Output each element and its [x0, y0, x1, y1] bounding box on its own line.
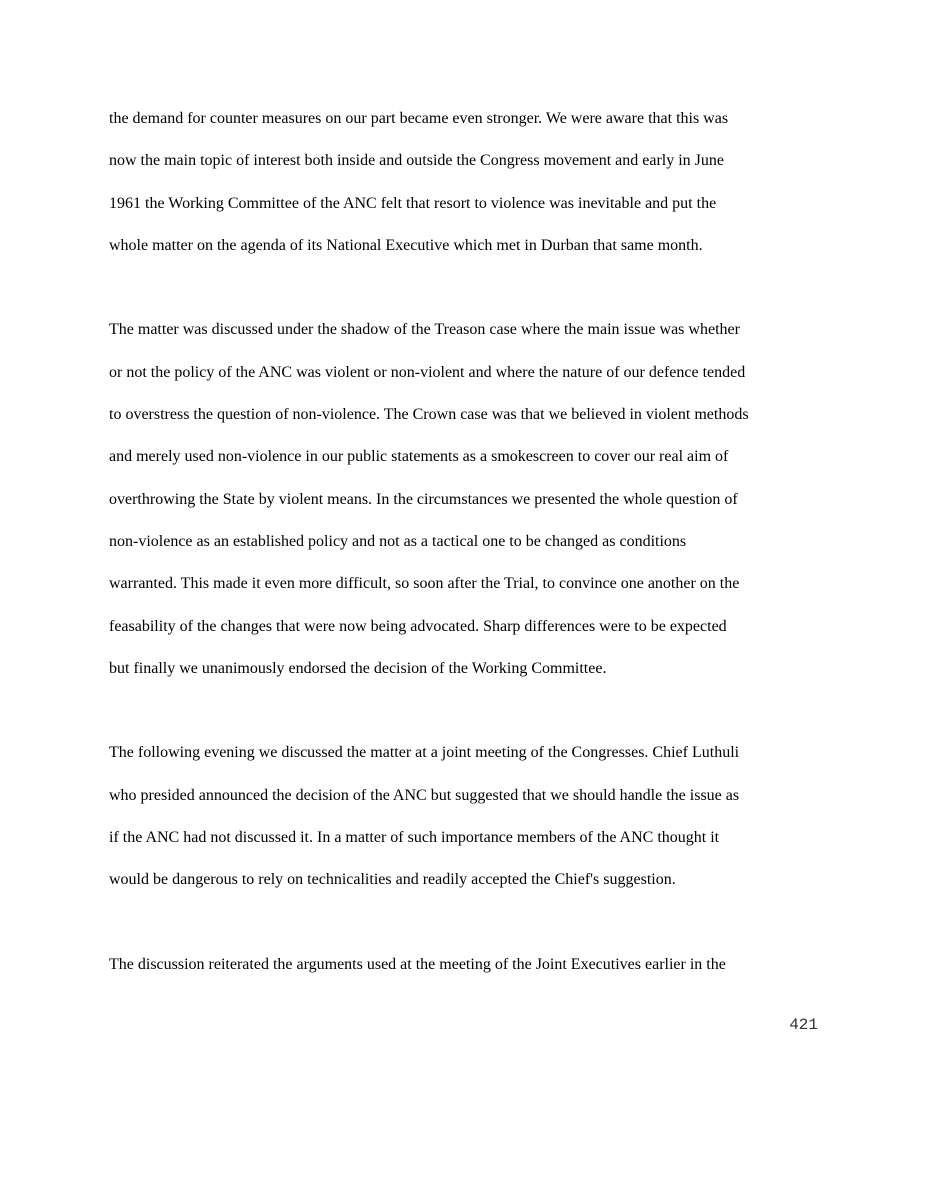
paragraph-spacer: [109, 273, 829, 315]
text-line: if the ANC had not discussed it. In a matter of such importance members of the ANC thought it: [109, 829, 720, 847]
paragraph-4: [109, 950, 829, 992]
text-line: but finally we unanimously endorsed the decision of the Working Committee.: [109, 659, 607, 677]
text-line: The following evening we discussed the matter at a joint meeting of the Congresses. Chief Luthuli: [109, 744, 740, 762]
text-line: The discussion reiterated the arguments used at the meeting of the Joint Executives earlier in the: [109, 955, 726, 973]
text-line: whole matter on the agenda of its National Executive which met in Durban that same month.: [109, 236, 703, 254]
text-line: would be dangerous to rely on technicalities and readily accepted the Chief's suggestion.: [109, 871, 676, 889]
text-line: now the main topic of interest both inside and outside the Congress movement and early in June: [109, 152, 724, 170]
text-line: feasability of the changes that were now being advocated. Sharp differences were to be expected: [109, 617, 727, 635]
text-line: overthrowing the State by violent means. In the circumstances we presented the whole question of: [109, 490, 738, 508]
paragraph-2: [109, 315, 829, 696]
paragraph-1: [109, 104, 829, 273]
text-line: to overstress the question of non-violence. The Crown case was that we believed in violent methods: [109, 406, 749, 424]
text-line: 1961 the Working Committee of the ANC felt that resort to violence was inevitable and put the: [109, 194, 717, 212]
text-line: or not the policy of the ANC was violent or non-violent and where the nature of our defence tended: [109, 363, 746, 381]
text-line: the demand for counter measures on our part became even stronger. We were aware that this was: [109, 110, 729, 127]
page-number: 421: [789, 1016, 818, 1034]
text-line: and merely used non-violence in our public statements as a smokescreen to cover our real aim of: [109, 448, 729, 466]
paragraph-spacer: [109, 696, 829, 738]
text-line: The matter was discussed under the shadow of the Treason case where the main issue was whether: [109, 321, 740, 339]
text-line: warranted. This made it even more difficult, so soon after the Trial, to convince one another on the: [109, 575, 740, 593]
text-line: non-violence as an established policy and not as a tactical one to be changed as conditions: [109, 532, 687, 550]
body-text: [109, 104, 829, 992]
text-line: who presided announced the decision of the ANC but suggested that we should handle the issue as: [109, 786, 740, 804]
paragraph-3: [109, 738, 829, 907]
paragraph-spacer: [109, 908, 829, 950]
